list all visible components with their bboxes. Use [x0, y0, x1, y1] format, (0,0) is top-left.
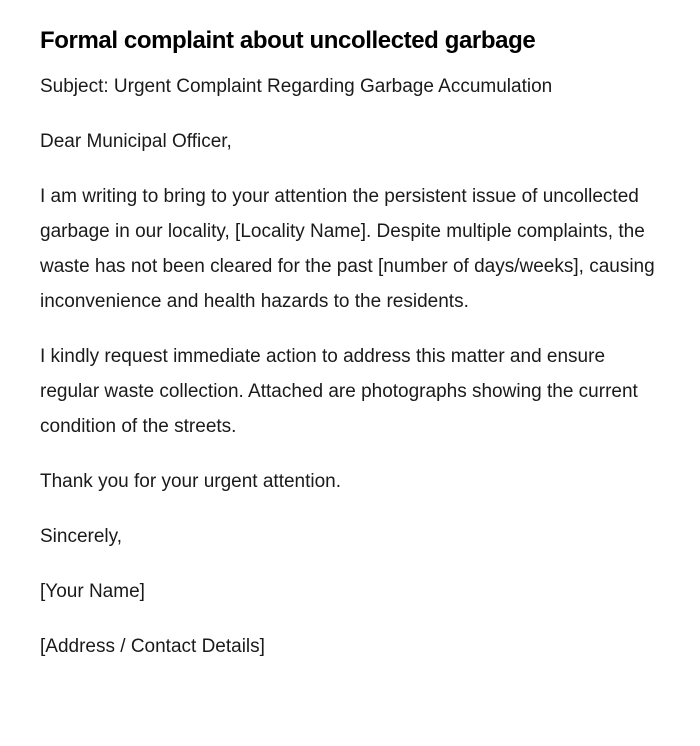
subject-line: Subject: Urgent Complaint Regarding Garbage Accumulation [40, 76, 553, 97]
contact-placeholder: [Address / Contact Details] [40, 636, 265, 657]
closing-line: Sincerely, [40, 526, 123, 547]
letter-document [40, 26, 660, 664]
body-paragraph-2: I kindly request immediate action to address this matter and ensure regular waste collection. Attached are photographs showing the current condition of the streets. [40, 346, 638, 437]
name-placeholder: [Your Name] [40, 581, 145, 602]
page-title: Formal complaint about uncollected garbage [40, 27, 536, 54]
body-paragraph-1: I am writing to bring to your attention the persistent issue of uncollected garbage in our locality, [Locality Name]. Despite multiple complaints, the waste has not been cleared for the past [number of days/weeks], causing inconvenience and health hazards to the residents. [40, 186, 655, 312]
thanks-line: Thank you for your urgent attention. [40, 471, 342, 492]
salutation: Dear Municipal Officer, [40, 131, 232, 152]
